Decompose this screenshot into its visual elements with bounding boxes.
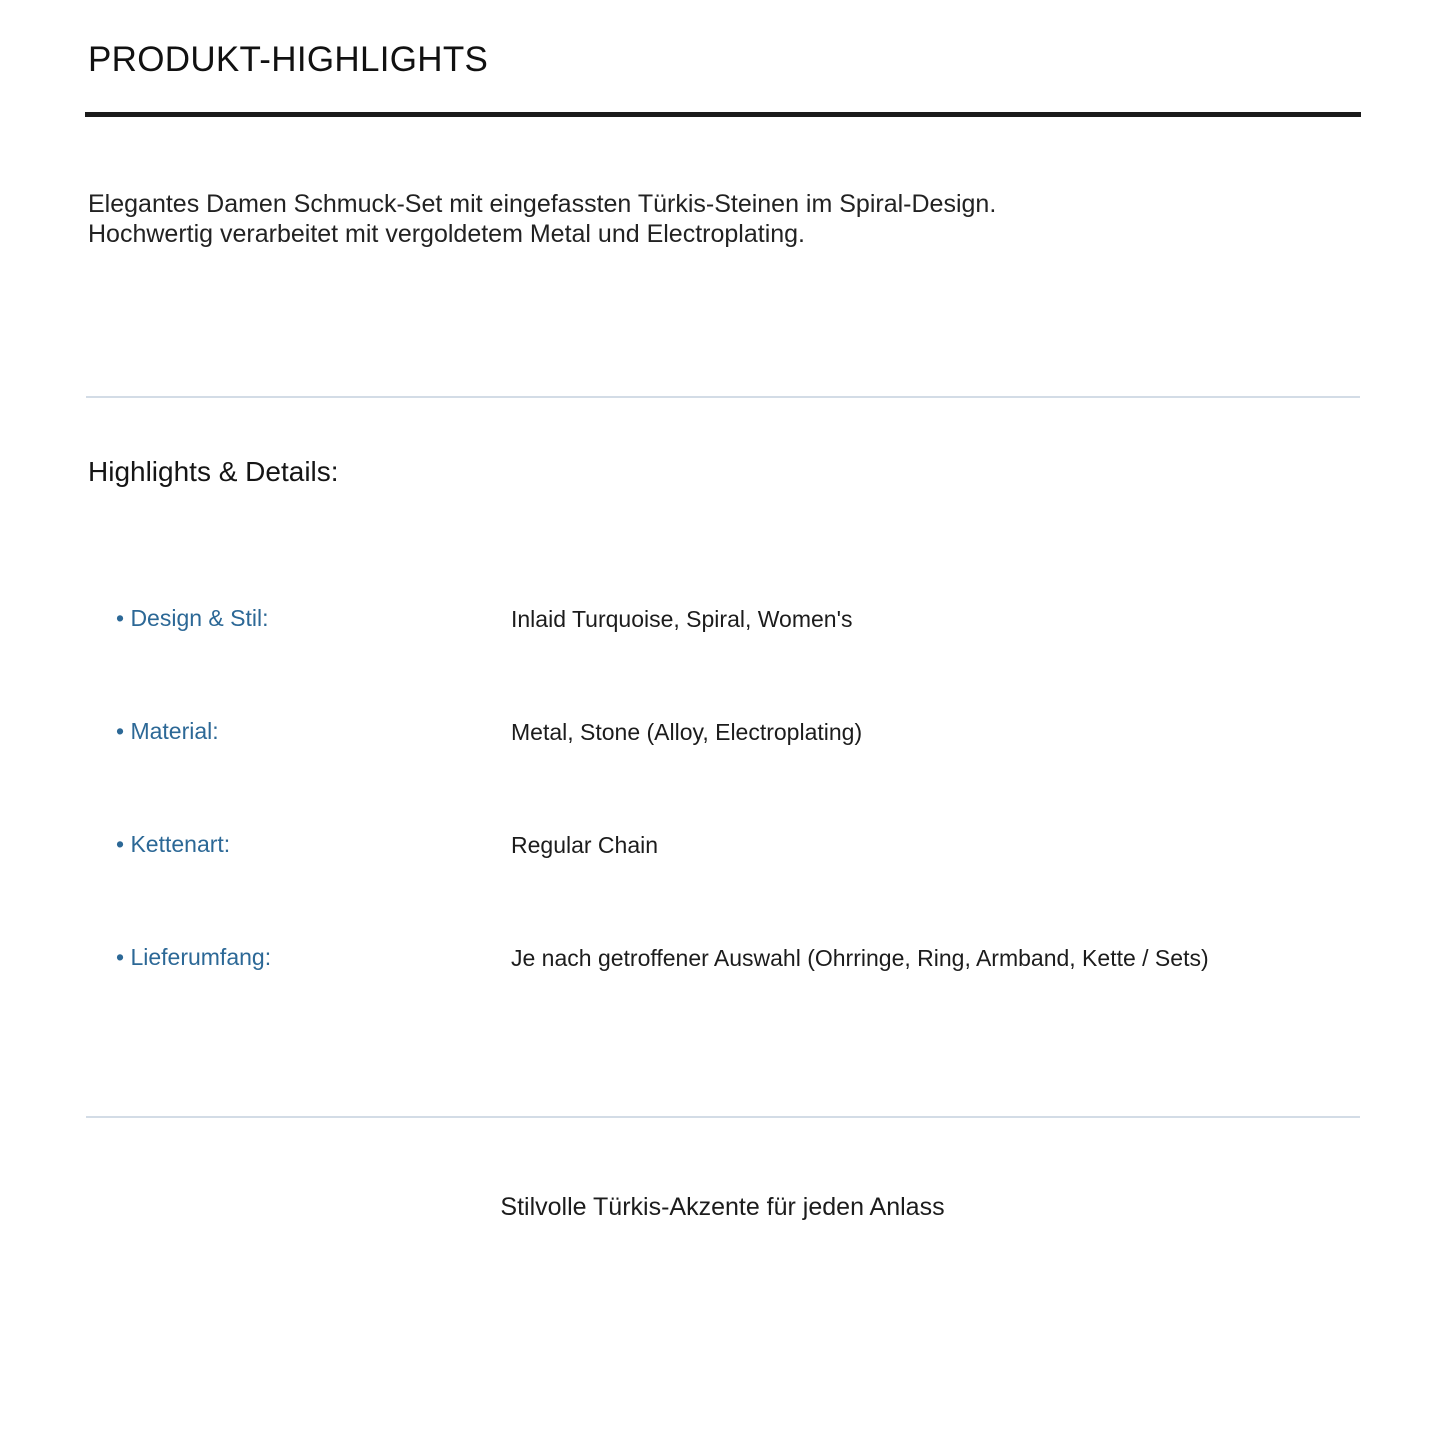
page-title: PRODUKT-HIGHLIGHTS — [88, 40, 489, 79]
detail-label: • Lieferumfang: — [116, 944, 272, 970]
detail-value: Je nach getroffener Auswahl (Ohrringe, Ring, Armband, Kette / Sets) — [511, 945, 1209, 971]
footer-tagline: Stilvolle Türkis-Akzente für jeden Anlass — [500, 1193, 945, 1221]
detail-label: • Material: — [116, 718, 219, 744]
detail-label: • Kettenart: — [116, 831, 231, 857]
intro-line-1: Elegantes Damen Schmuck-Set mit eingefassten Türkis-Steinen im Spiral-Design. — [88, 190, 997, 218]
section-divider — [86, 396, 1360, 398]
section-divider — [86, 1116, 1360, 1118]
intro-text — [88, 189, 1288, 249]
detail-value: Regular Chain — [511, 832, 659, 858]
detail-value: Metal, Stone (Alloy, Electroplating) — [511, 719, 863, 745]
title-underline — [85, 112, 1361, 117]
detail-label: • Design & Stil: — [116, 605, 269, 631]
detail-row-chain-type — [116, 831, 1316, 865]
detail-row-material — [116, 718, 1316, 752]
details-heading: Highlights & Details: — [88, 456, 339, 487]
intro-line-2: Hochwertig verarbeitet mit vergoldetem Metal und Electroplating. — [88, 220, 806, 248]
detail-row-design — [116, 605, 1316, 639]
detail-value: Inlaid Turquoise, Spiral, Women's — [511, 606, 853, 632]
detail-row-scope-of-delivery — [116, 944, 1316, 978]
